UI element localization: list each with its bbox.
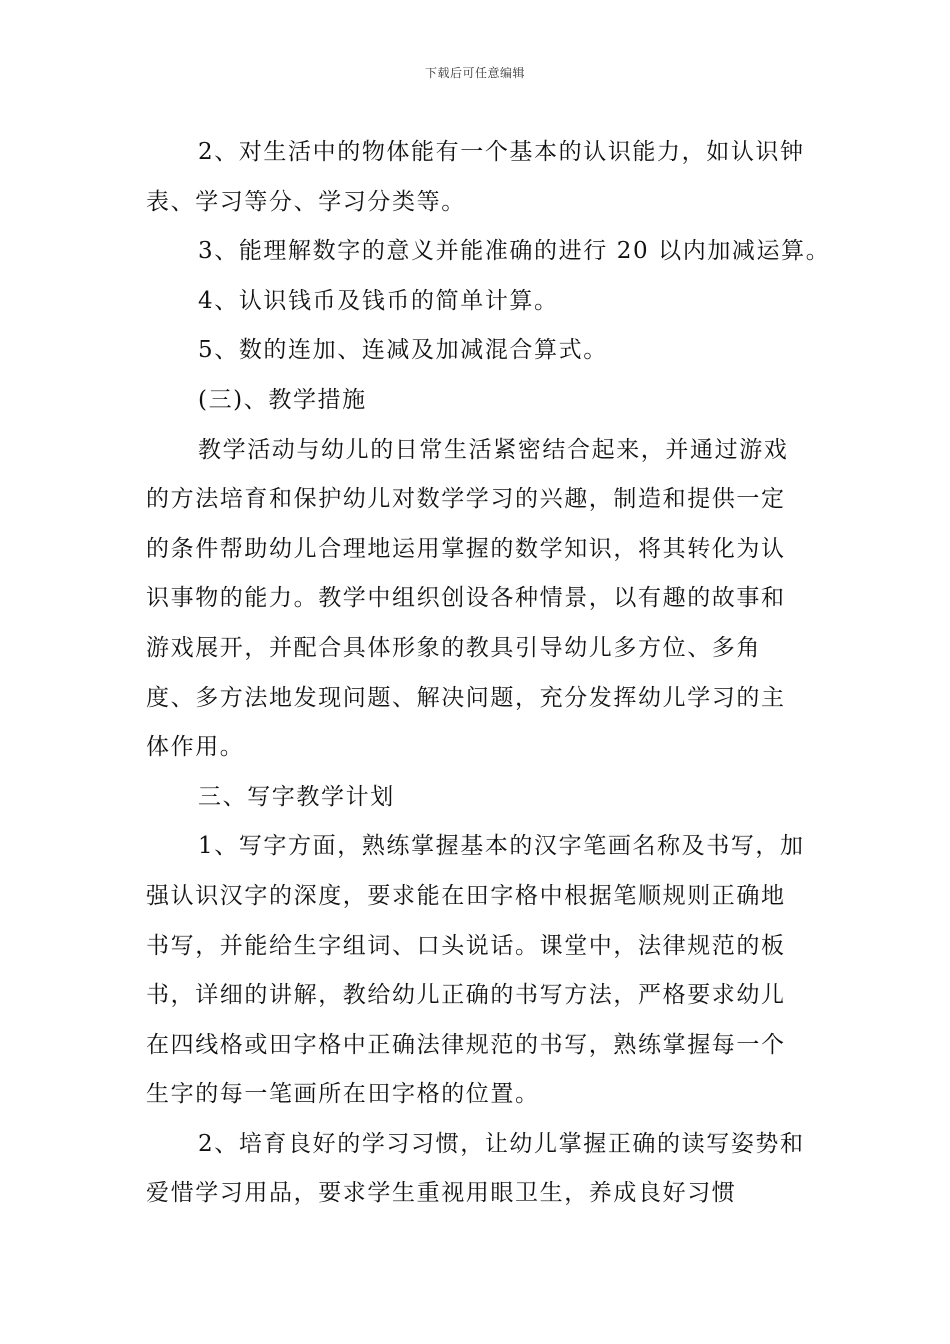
section-heading-writing-plan: 三、写字教学计划 <box>198 783 395 810</box>
paragraph-item-2: 2、对生活中的物体能有一个基本的认识能力，如认识钟表、学习等分、学习分类等。 <box>146 139 805 215</box>
paragraph-writing-2: 2、培育良好的学习习惯，让幼儿掌握正确的读写姿势和爱惜学习用品，要求学生重视用眼卫生，养成良好习惯 <box>146 1130 805 1207</box>
paragraph-item-4: 4、认识钱币及钱币的简单计算。 <box>198 287 559 314</box>
document-body <box>146 128 831 1219</box>
paragraph-teaching-measures: 教学活动与幼儿的日常生活紧密结合起来，并通过游戏的方法培育和保护幼儿对数学学习的兴趣，制造和提供一定的条件帮助幼儿合理地运用掌握的数学知识，将其转化为认识事物的能力。教学中组织创设各种情景，以有趣的故事和游戏展开，并配合具体形象的教具引导幼儿多方位、多角度、多方法地发现问题、解决问题，充分发挥幼儿学习的主体作用。 <box>146 436 789 761</box>
paragraph-writing-1: 1、写字方面，熟练掌握基本的汉字笔画名称及书写，加强认识汉字的深度，要求能在田字格中根据笔顺规则正确地书写，并能给生字组词、口头说话。课堂中，法律规范的板书，详细的讲解，教给幼儿正确的书写方法，严格要求幼儿在四线格或田字格中正确法律规范的书写，熟练掌握每一个生字的每一笔画所在田字格的位置。 <box>146 833 805 1108</box>
section-heading-teaching-measures: (三)、教学措施 <box>198 386 367 413</box>
page-header: 下载后可任意编辑 <box>424 66 525 80</box>
paragraph-item-5: 5、数的连加、连减及加减混合算式。 <box>198 337 608 364</box>
paragraph-item-3: 3、能理解数字的意义并能准确的进行 20 以内加减运算。 <box>198 238 831 265</box>
